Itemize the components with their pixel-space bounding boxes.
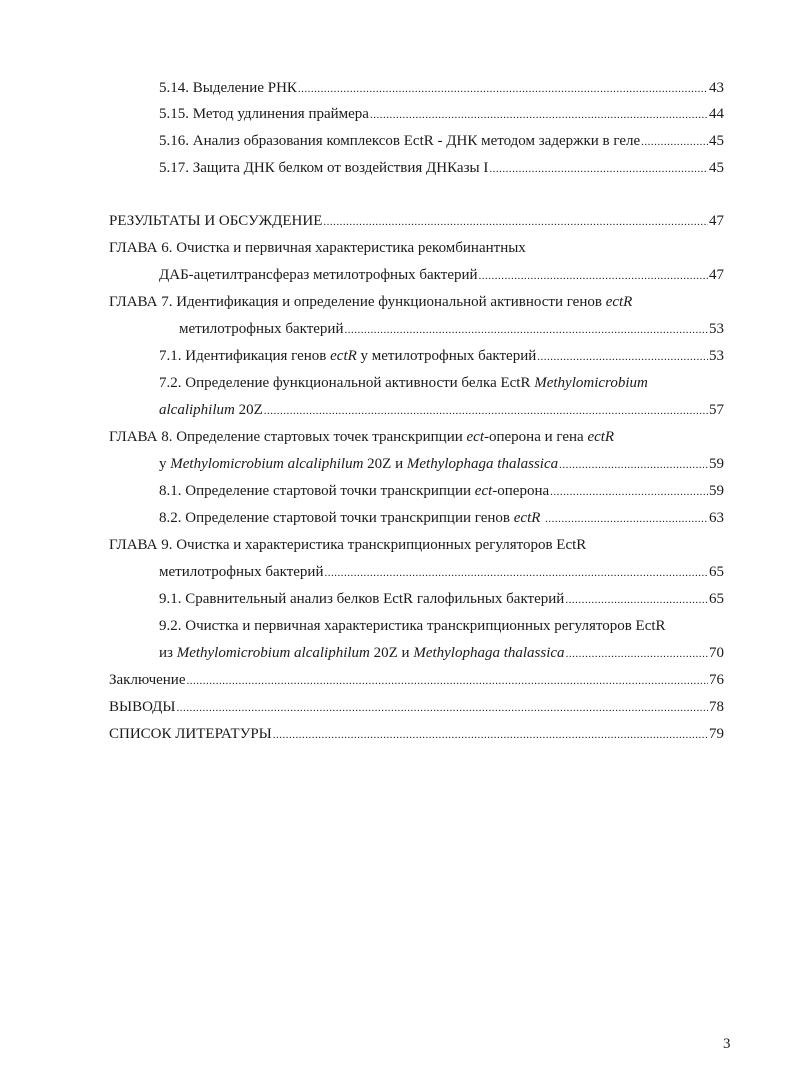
toc-text: 20Z и [369,645,414,661]
toc-entry-8-1 [159,482,724,502]
toc-text: ГЛАВА 7. Идентификация и определение функциональной активности генов [109,294,606,310]
toc-entry-chapter-7 [179,320,724,340]
toc-leader-dots [479,267,708,285]
toc-leader-dots [537,348,708,366]
toc-entry-9-2 [159,644,724,664]
toc-text: 20Z [234,402,263,418]
toc-chapter-6-title: ГЛАВА 6. Очистка и первичная характеристика рекомбинантных [109,240,526,256]
toc-entry-label: 5.15. Метод удлинения праймера [159,106,369,122]
toc-entry-page: 53 [709,321,724,337]
toc-leader-dots [324,564,708,582]
toc-italic-text: ectR [605,294,633,310]
toc-leader-dots [559,456,708,474]
toc-entry-page: 63 [709,510,724,526]
toc-entry-5-15 [159,105,724,125]
toc-entry-chapter-8 [159,455,724,475]
toc-text: -оперона [492,483,550,499]
toc-italic-text: ectR [330,348,357,364]
toc-entry-label: ДАБ-ацетилтрансфераз метилотрофных бактерий [159,267,478,283]
toc-entry-chapter-9 [159,563,724,583]
toc-entry-9-2-title: 9.2. Очистка и первичная характеристика транскрипционных регуляторов EctR [159,618,666,634]
toc-entry-7-1 [159,347,724,367]
toc-italic-text: ectR [587,429,615,445]
toc-leader-dots [370,106,708,124]
toc-entry-page: 59 [709,483,724,499]
toc-italic-text: Methylomicrobium [534,375,648,391]
toc-leader-dots [565,591,708,609]
toc-entry-9-1 [159,590,724,610]
toc-text: 7.2. Определение функциональной активности белка EctR [159,375,535,391]
toc-entry-page: 78 [709,699,724,715]
toc-chapter-9-title: ГЛАВА 9. Очистка и характеристика транскрипционных регуляторов EctR [109,537,587,553]
toc-entry-page: 43 [709,80,724,96]
toc-text: у метилотрофных бактерий [356,348,537,364]
page-number: 3 [723,1036,731,1052]
toc-entry-page: 76 [709,672,724,688]
toc-entry-5-14 [159,79,724,99]
toc-italic-text: Methylophaga thalassica [406,456,559,472]
toc-text: 7.1. Идентификация генов [159,348,331,364]
toc-text: 8.1. Определение стартовой точки транскрипции [159,483,475,499]
toc-leader-dots [344,321,708,339]
toc-entry-8-2 [159,509,724,529]
toc-entry-chapter-6 [159,266,724,286]
toc-entry-page: 57 [709,402,724,418]
toc-leader-dots [550,483,708,501]
toc-text: из [159,645,177,661]
toc-leader-dots [641,133,708,151]
toc-leader-dots [298,80,708,98]
toc-entry-label: метилотрофных бактерий [179,321,344,337]
toc-entry-page: 79 [709,726,724,742]
toc-leader-dots [177,699,709,717]
toc-entry-label [159,509,544,527]
toc-entry-page: 47 [709,213,724,229]
toc-entry-label: метилотрофных бактерий [159,564,324,580]
toc-entry-page: 47 [709,267,724,283]
toc-italic-text: ectR [513,510,541,526]
toc-entry-7-2-title [159,374,648,394]
toc-entry-label [159,401,263,419]
toc-leader-dots [273,726,708,744]
toc-entry-7-2 [159,401,724,421]
toc-entry-label [159,644,565,662]
toc-italic-text: alcaliphilum [159,402,235,418]
toc-leader-dots [566,645,708,663]
toc-entry-page: 44 [709,106,724,122]
toc-entry-conclusion [109,671,724,691]
toc-entry-page: 53 [709,348,724,364]
toc-entry-5-16 [159,132,724,152]
toc-italic-text: ect [466,429,484,445]
toc-italic-text: Methylophaga thalassica [413,645,565,661]
toc-leader-dots [264,402,708,420]
toc-entry-label: СПИСОК ЛИТЕРАТУРЫ [109,726,272,742]
toc-entry-page: 70 [709,645,724,661]
toc-text: 8.2. Определение стартовой точки транскрипции генов [159,510,514,526]
toc-leader-dots [489,160,708,178]
toc-entry-label [159,347,536,365]
toc-italic-text: Methylomicrobium alcaliphilum [176,645,370,661]
toc-entry-page: 45 [709,160,724,176]
toc-entry-label: 5.14. Выделение РНК [159,80,297,96]
toc-entry-label: ВЫВОДЫ [109,699,176,715]
toc-text: у [159,456,171,472]
toc-entry-page: 65 [709,564,724,580]
toc-entry-label: Заключение [109,672,186,688]
toc-entry-page: 65 [709,591,724,607]
toc-text: 20Z и [363,456,407,472]
toc-entry-label [159,482,549,500]
toc-entry-5-17 [159,159,724,179]
toc-entry-label: 9.1. Сравнительный анализ белков EctR галофильных бактерий [159,591,565,607]
toc-entry-results [109,212,724,232]
toc-leader-dots [187,672,709,690]
toc-text: -оперона и гена [483,429,588,445]
toc-text: ГЛАВА 8. Определение стартовых точек транскрипции [109,429,467,445]
toc-leader-dots [545,510,708,528]
toc-entry-label [159,455,558,473]
toc-entry-label: 5.16. Анализ образования комплексов EctR - ДНК методом задержки в геле [159,133,641,149]
toc-chapter-8-title [109,428,614,448]
toc-leader-dots [323,213,708,231]
toc-entry-label: РЕЗУЛЬТАТЫ И ОБСУЖДЕНИЕ [109,213,323,229]
toc-entry-findings [109,698,724,718]
toc-entry-page: 59 [709,456,724,472]
toc-italic-text: Methylomicrobium alcaliphilum [170,456,364,472]
toc-entry-page: 45 [709,133,724,149]
toc-chapter-7-title [109,293,632,313]
toc-entry-label: 5.17. Защита ДНК белком от воздействия ДНКазы I [159,160,489,176]
toc-entry-references [109,725,724,745]
toc-italic-text: ect [474,483,493,499]
